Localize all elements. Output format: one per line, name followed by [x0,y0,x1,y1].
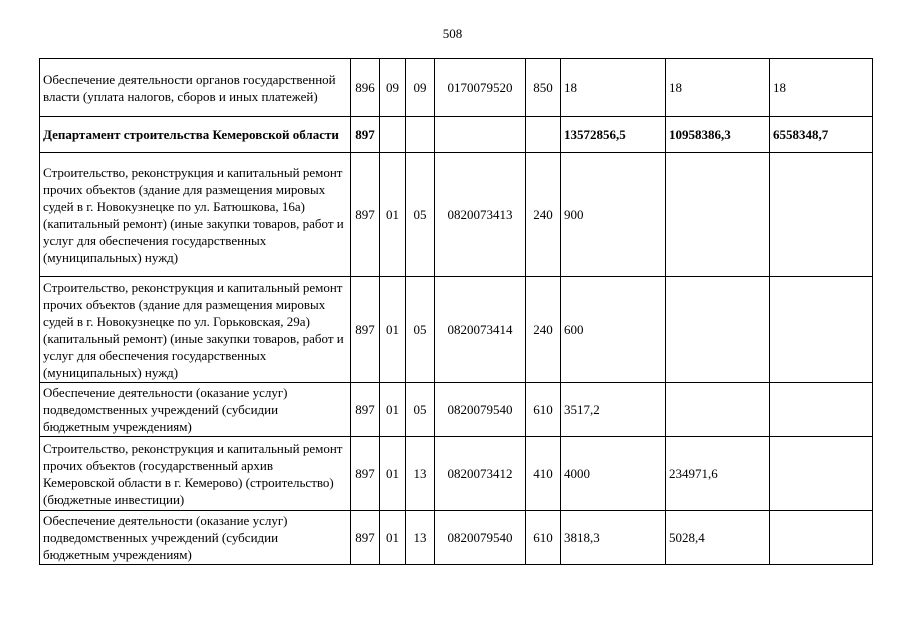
cell-amount-3 [770,511,873,565]
cell-target-article: 0820079540 [435,511,526,565]
cell-department-code: 897 [351,383,380,437]
cell-expense-type: 240 [526,277,561,383]
cell-description: Строительство, реконструкция и капитальный ремонт прочих объектов (здание для размещения мировых судей в г. Новокузнецке по ул. Батюшкова, 16а) (капитальный ремонт) (иные закупки товаров, работ и услуг для обеспечения государственных (муниципальных) нужд) [40,153,351,277]
cell-expense-type: 240 [526,153,561,277]
cell-amount-3: 18 [770,59,873,117]
cell-department-code: 897 [351,153,380,277]
cell-section: 09 [380,59,406,117]
cell-amount-2 [666,277,770,383]
budget-table [39,58,873,565]
cell-amount-1: 600 [561,277,666,383]
cell-description: Строительство, реконструкция и капитальный ремонт прочих объектов (здание для размещения мировых судей в г. Новокузнецке по ул. Горьковская, 29а) (капитальный ремонт) (иные закупки товаров, работ и услуг для обеспечения государственных (муниципальных) нужд) [40,277,351,383]
cell-amount-2 [666,153,770,277]
cell-department-code: 897 [351,277,380,383]
cell-amount-2: 18 [666,59,770,117]
cell-amount-2: 10958386,3 [666,117,770,153]
cell-amount-2: 5028,4 [666,511,770,565]
cell-description: Обеспечение деятельности (оказание услуг) подведомственных учреждений (субсидии бюджетным учреждениям) [40,511,351,565]
cell-description: Департамент строительства Кемеровской области [40,117,351,153]
cell-target-article: 0820073414 [435,277,526,383]
cell-section: 01 [380,153,406,277]
cell-amount-1: 3517,2 [561,383,666,437]
cell-target-article: 0820073413 [435,153,526,277]
cell-section: 01 [380,437,406,511]
cell-target-article: 0820073412 [435,437,526,511]
cell-description: Обеспечение деятельности (оказание услуг) подведомственных учреждений (субсидии бюджетным учреждениям) [40,383,351,437]
cell-section: 01 [380,511,406,565]
cell-subsection: 05 [406,153,435,277]
page-number: 508 [442,26,463,41]
cell-amount-2 [666,383,770,437]
table-row [40,117,873,153]
cell-department-code: 896 [351,59,380,117]
cell-subsection: 09 [406,59,435,117]
cell-section: 01 [380,383,406,437]
table-row [40,383,873,437]
cell-department-code: 897 [351,117,380,153]
cell-section: 01 [380,277,406,383]
cell-amount-1: 18 [561,59,666,117]
cell-target-article [435,117,526,153]
cell-subsection: 05 [406,277,435,383]
table-row [40,153,873,277]
cell-amount-3 [770,437,873,511]
cell-expense-type: 610 [526,383,561,437]
cell-expense-type: 610 [526,511,561,565]
cell-section [380,117,406,153]
cell-department-code: 897 [351,437,380,511]
cell-amount-3 [770,277,873,383]
cell-subsection [406,117,435,153]
table-row [40,437,873,511]
cell-subsection: 13 [406,511,435,565]
cell-expense-type: 410 [526,437,561,511]
cell-description: Строительство, реконструкция и капитальный ремонт прочих объектов (государственный архив Кемеровской области в г. Кемерово) (строительство) (бюджетные инвестиции) [40,437,351,511]
cell-amount-3 [770,153,873,277]
cell-amount-3 [770,383,873,437]
cell-amount-1: 3818,3 [561,511,666,565]
cell-target-article: 0820079540 [435,383,526,437]
cell-target-article: 0170079520 [435,59,526,117]
cell-subsection: 05 [406,383,435,437]
cell-description: Обеспечение деятельности органов государственной власти (уплата налогов, сборов и иных платежей) [40,59,351,117]
cell-department-code: 897 [351,511,380,565]
cell-amount-3: 6558348,7 [770,117,873,153]
cell-amount-1: 900 [561,153,666,277]
table-row [40,277,873,383]
table-row [40,59,873,117]
cell-amount-1: 4000 [561,437,666,511]
cell-amount-2: 234971,6 [666,437,770,511]
cell-subsection: 13 [406,437,435,511]
cell-expense-type: 850 [526,59,561,117]
cell-amount-1: 13572856,5 [561,117,666,153]
cell-expense-type [526,117,561,153]
table-row [40,511,873,565]
